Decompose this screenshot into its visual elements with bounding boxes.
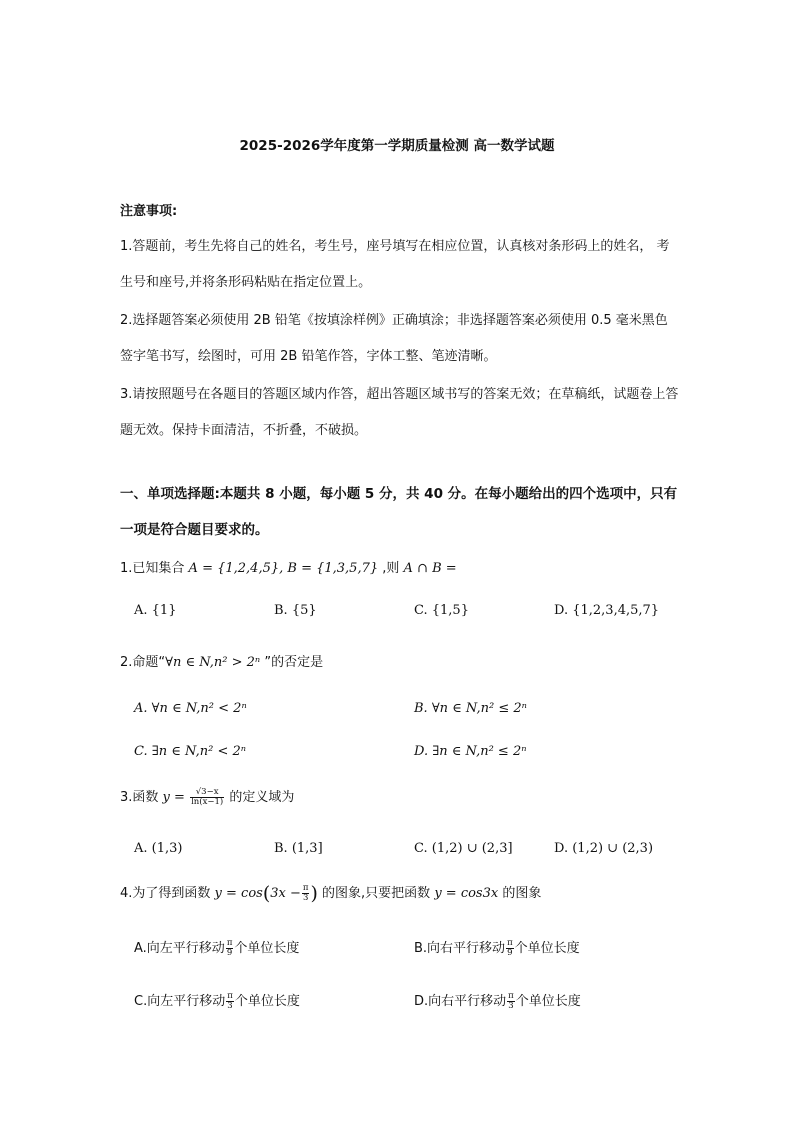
q4-denominator: 3 xyxy=(302,893,309,903)
q4-base-function: y = cos3x xyxy=(434,886,499,901)
q4-option-d[interactable] xyxy=(414,990,581,1011)
q4-option-b[interactable] xyxy=(414,937,580,958)
q4-option-c[interactable] xyxy=(134,990,300,1011)
q3-prefix: 3.函数 xyxy=(120,790,163,805)
q1-intersection: A ∩ B = xyxy=(403,561,457,576)
q3-option-d[interactable]: D. (1,2) ∪ (2,3) xyxy=(554,841,654,856)
q4-fraction xyxy=(302,884,310,903)
note-item-3: 3.请按照题号在各题目的答题区域内作答，超出答题区域书写的答案无效；在草稿纸，试题卷上答题无效。保持卡面清洁，不折叠，不破损。 xyxy=(120,387,679,438)
q4-option-c-fraction xyxy=(226,992,234,1011)
question-4 xyxy=(120,882,541,905)
question-3 xyxy=(120,786,294,807)
notes-heading: 注意事项: xyxy=(120,204,178,219)
q4-option-d-tail: 个单位长度 xyxy=(515,994,581,1009)
q1-option-d[interactable]: D. {1,2,3,4,5,7} xyxy=(554,603,660,618)
q3-fraction xyxy=(190,788,224,807)
q3-numerator: √3−x xyxy=(190,788,224,798)
q2-prefix: 2.命题“ xyxy=(120,655,166,670)
q4-option-c-label: C.向左平行移动 xyxy=(134,994,226,1009)
note-item-1: 1.答题前，考生先将自己的姓名，考生号，座号填写在相应位置，认真核对条形码上的姓名， 考生号和座号,并将条形码粘贴在指定位置上。 xyxy=(120,239,670,290)
q3-option-a[interactable]: A. (1,3) xyxy=(134,841,183,856)
q1-sets: A = {1,2,4,5}, B = {1,3,5,7} xyxy=(188,561,379,576)
q4-option-b-den: 9 xyxy=(507,948,513,958)
q4-close-paren: ) xyxy=(310,882,318,905)
q4-numerator: π xyxy=(302,883,309,893)
q1-option-b[interactable]: B. {5} xyxy=(274,603,317,618)
q2-option-b[interactable]: B. ∀n ∈ N,n² ≤ 2ⁿ xyxy=(414,701,527,716)
q2-option-d[interactable]: D. ∃n ∈ N,n² ≤ 2ⁿ xyxy=(414,744,527,759)
q4-prefix: 4.为了得到函数 xyxy=(120,886,215,901)
q1-mid: ,则 xyxy=(378,561,404,576)
q4-suffix: 的图象 xyxy=(498,886,542,901)
q1-option-c[interactable]: C. {1,5} xyxy=(414,603,469,618)
q1-prefix: 1.已知集合 xyxy=(120,561,189,576)
q4-option-a-label: A.向左平行移动 xyxy=(134,941,225,956)
q4-option-b-label: B.向右平行移动 xyxy=(414,941,506,956)
question-2 xyxy=(120,651,323,670)
q3-option-b[interactable]: B. (1,3] xyxy=(274,841,323,856)
q4-open-paren: ( xyxy=(262,882,271,905)
q3-lhs: y = xyxy=(162,790,185,805)
q4-option-d-label: D.向右平行移动 xyxy=(414,994,507,1009)
q3-suffix: 的定义域为 xyxy=(225,790,295,805)
q4-option-c-num: π xyxy=(227,991,233,1001)
q4-option-d-den: 3 xyxy=(508,1001,514,1011)
q4-option-c-den: 3 xyxy=(227,1001,233,1011)
q4-option-a-tail: 个单位长度 xyxy=(234,941,300,956)
q4-option-a-den: 9 xyxy=(226,948,233,958)
q4-lhs: y = cos xyxy=(214,886,263,901)
q2-option-c[interactable]: C. ∃n ∈ N,n² < 2ⁿ xyxy=(134,744,247,759)
q4-option-c-tail: 个单位长度 xyxy=(234,994,300,1009)
q4-inner: 3x − xyxy=(270,886,301,901)
q4-option-b-num: π xyxy=(507,938,513,948)
question-1 xyxy=(120,557,457,576)
q3-option-c[interactable]: C. (1,2) ∪ (2,3] xyxy=(414,841,513,856)
q4-option-d-fraction xyxy=(507,992,515,1011)
q4-option-a-fraction xyxy=(226,939,234,958)
q4-option-b-tail: 个单位长度 xyxy=(514,941,580,956)
q3-denominator: ln(x−1) xyxy=(191,797,224,807)
q4-option-b-fraction xyxy=(506,939,514,958)
q1-option-a[interactable]: A. {1} xyxy=(134,603,177,618)
section-heading: 一、单项选择题:本题共 8 小题，每小题 5 分，共 40 分。在每小题给出的四个选项中，只有一项是符合题目要求的。 xyxy=(120,486,678,538)
q2-option-a[interactable]: A. ∀n ∈ N,n² < 2ⁿ xyxy=(134,701,247,716)
note-item-2: 2.选择题答案必须使用 2B 铅笔《按填涂样例》正确填涂；非选择题答案必须使用 0.5 毫米黑色签字笔书写，绘图时，可用 2B 铅笔作答，字体工整、笔迹清晰。 xyxy=(120,313,668,364)
page-title: 2025-2026学年度第一学期质量检测 高一数学试题 xyxy=(239,138,555,154)
q4-option-d-num: π xyxy=(508,991,514,1001)
q2-proposition: ∀n ∈ N,n² > 2ⁿ xyxy=(165,655,261,670)
q4-option-a[interactable] xyxy=(134,937,299,958)
q2-suffix: ”的否定是 xyxy=(260,655,324,670)
q4-mid: 的图象,只要把函数 xyxy=(317,886,435,901)
q4-option-a-num: π xyxy=(226,938,233,948)
